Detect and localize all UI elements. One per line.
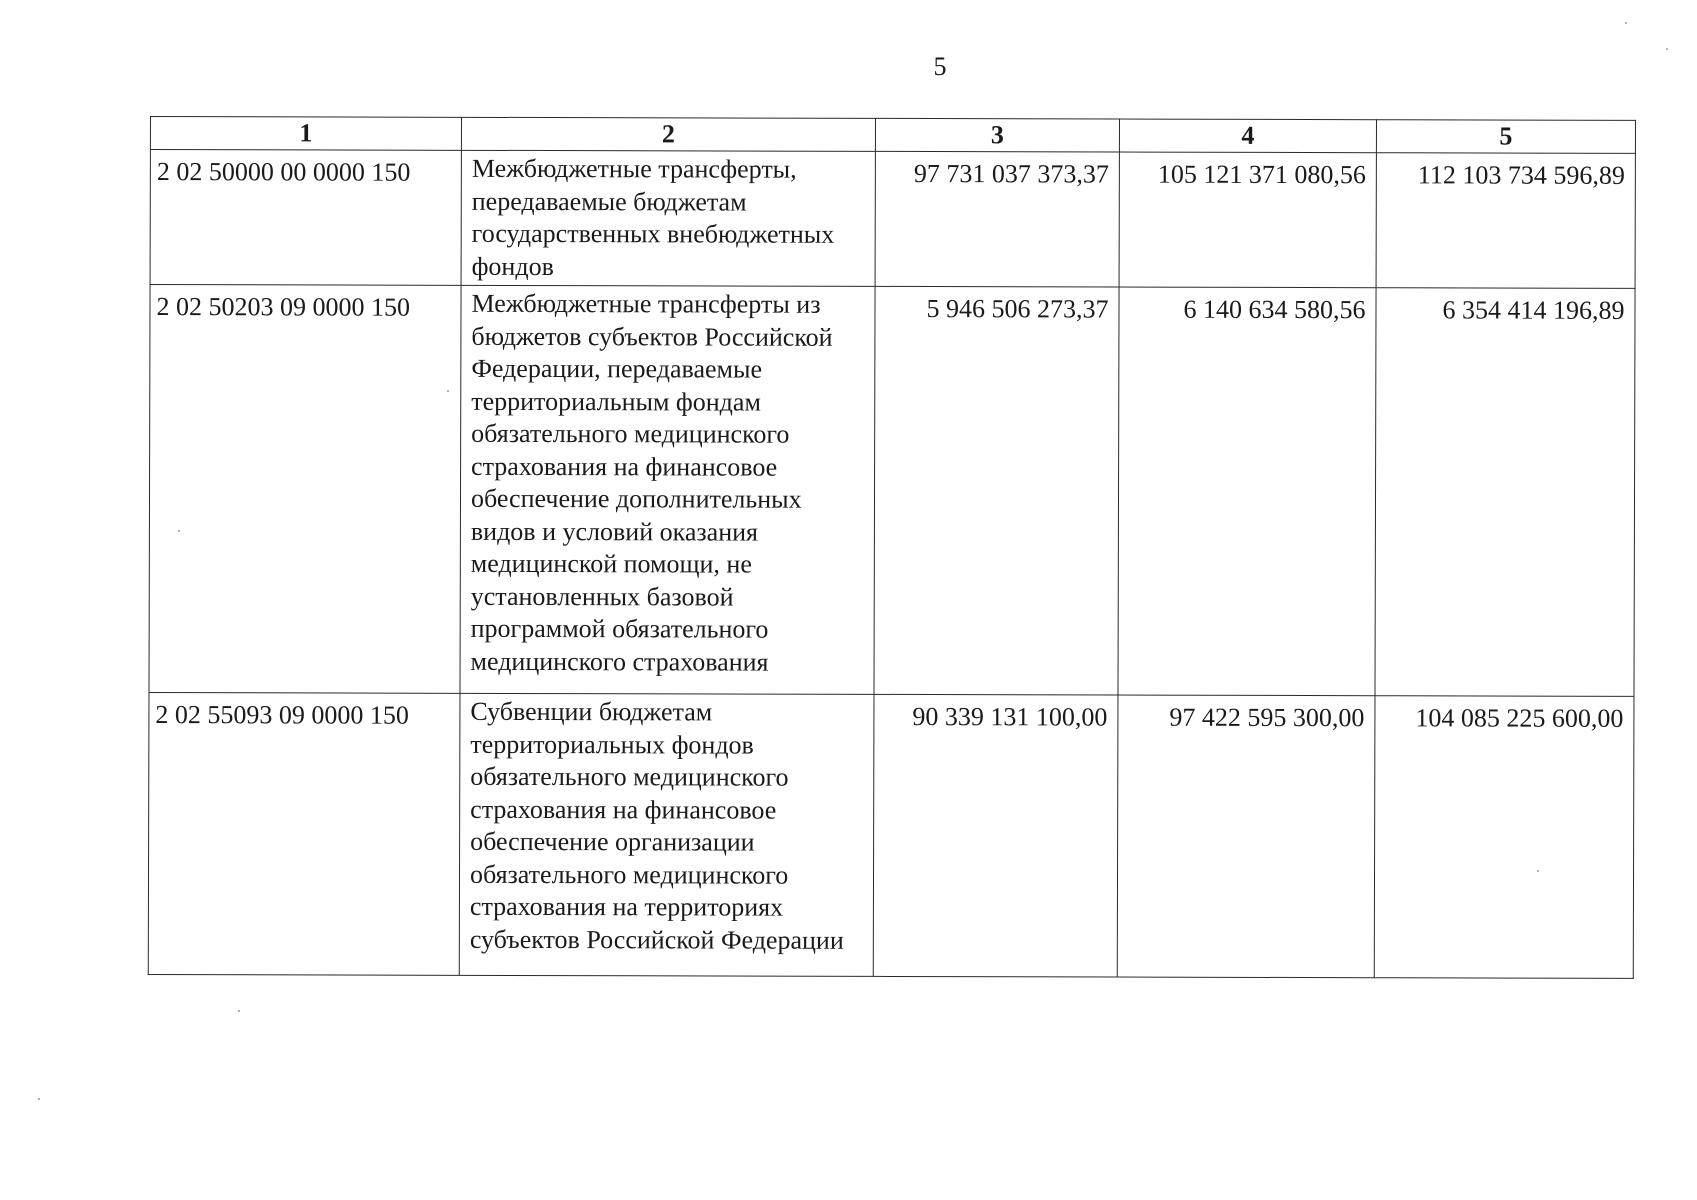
row-value-col3: 5 946 506 273,37 <box>874 286 1119 695</box>
row-value-col5: 104 085 225 600,00 <box>1374 696 1634 979</box>
header-col-2: 2 <box>461 117 875 151</box>
table-row <box>150 150 1635 289</box>
scan-speck <box>1625 22 1627 24</box>
scan-speck <box>238 1010 240 1012</box>
row-value-col3: 90 339 131 100,00 <box>873 694 1118 977</box>
row-name: Межбюджетные трансферты, передаваемые бюджетам государственных внебюджетных фондов <box>461 150 875 286</box>
row-value-col4: 6 140 634 580,56 <box>1118 287 1376 696</box>
header-col-5: 5 <box>1376 120 1635 154</box>
scan-speck <box>178 530 180 532</box>
table-row <box>148 692 1634 978</box>
row-name: Субвенции бюджетам территориальных фондов обязательного медицинского страхования на финансовое обеспечение организации обязательного медицинского страхования на территориях субъектов Российской Федерации <box>459 693 874 976</box>
header-col-4: 4 <box>1119 119 1376 153</box>
row-value-col3: 97 731 037 373,37 <box>875 151 1119 287</box>
scan-speck <box>447 390 449 392</box>
scan-speck <box>1537 870 1539 872</box>
row-code: 2 02 50000 00 0000 150 <box>150 150 461 286</box>
header-row <box>150 117 1635 154</box>
scan-speck <box>1666 48 1668 50</box>
budget-table <box>148 116 1636 979</box>
row-code: 2 02 55093 09 0000 150 <box>148 692 460 975</box>
row-value-col5: 6 354 414 196,89 <box>1375 288 1635 697</box>
row-value-col5: 112 103 734 596,89 <box>1376 153 1635 289</box>
table-row <box>149 285 1635 697</box>
row-value-col4: 97 422 595 300,00 <box>1117 695 1375 978</box>
header-col-1: 1 <box>150 117 461 151</box>
header-col-3: 3 <box>875 118 1119 152</box>
row-name: Межбюджетные трансферты из бюджетов субъектов Российской Федерации, передаваемые территориальным фондам обязательного медицинского страхования на финансовое обеспечение дополнительных видов и условий оказания медицинской помощи, не установленных базовой программой обязательного медицинского страхования <box>460 285 875 694</box>
row-value-col4: 105 121 371 080,56 <box>1119 152 1376 288</box>
page-number: 5 <box>933 52 947 81</box>
scan-speck <box>38 1098 40 1100</box>
row-code: 2 02 50203 09 0000 150 <box>149 285 461 694</box>
